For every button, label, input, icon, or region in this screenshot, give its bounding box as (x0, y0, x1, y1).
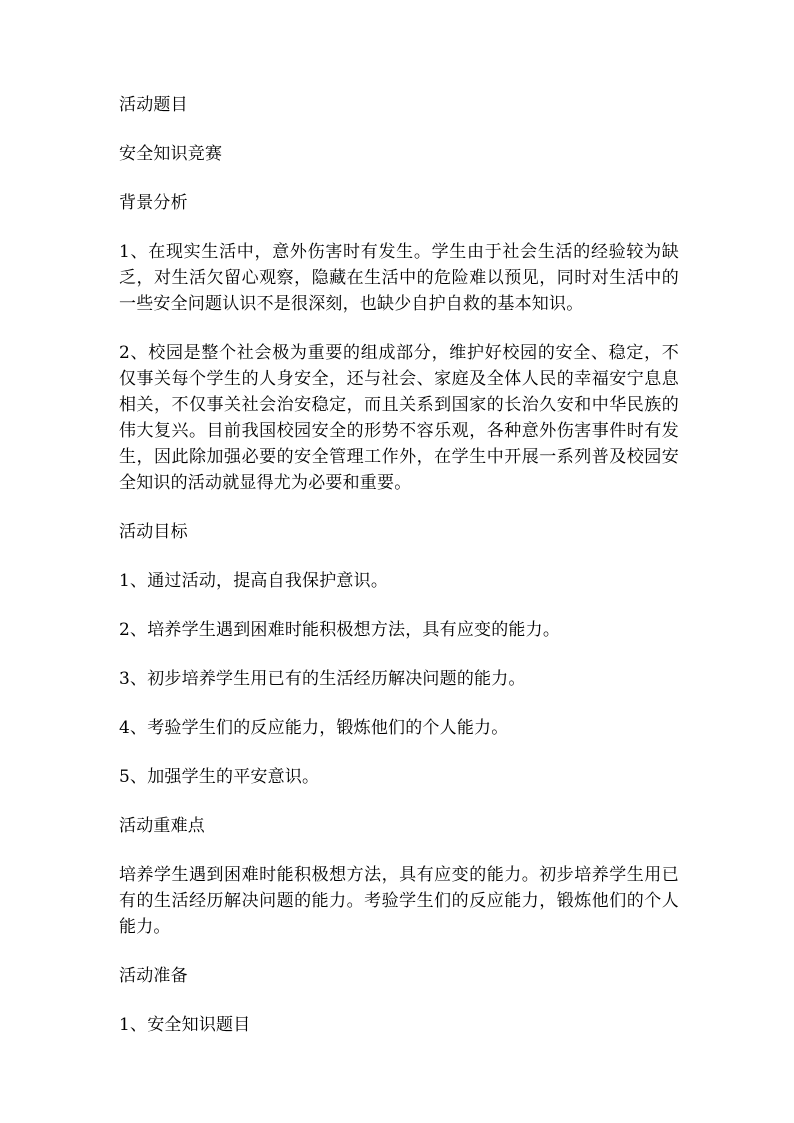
goal-item-5: 5、加强学生的平安意识。 (119, 767, 320, 787)
heading-goals: 活动目标 (119, 522, 188, 542)
background-paragraph-1: 1、在现实生活中，意外伤害时有发生。学生由于社会生活的经验较为缺乏，对生活欠留心观察，隐藏在生活中的危险难以预见，同时对生活中的一些安全问题认识不是很深刻，也缺少自护自救的基本知识。 (119, 242, 679, 314)
document-body (119, 92, 679, 1061)
preparation-item-1: 1、安全知识题目 (119, 1015, 251, 1035)
heading-background: 背景分析 (119, 193, 188, 213)
key-points-paragraph: 培养学生遇到困难时能积极想方法，具有应变的能力。初步培养学生用已有的生活经历解决问题的能力。考验学生们的反应能力，锻炼他们的个人能力。 (119, 865, 679, 937)
heading-activity-title: 活动题目 (119, 95, 188, 115)
heading-key-points: 活动重难点 (119, 816, 205, 836)
heading-preparation: 活动准备 (119, 966, 188, 986)
background-paragraph-2: 2、校园是整个社会极为重要的组成部分，维护好校园的安全、稳定，不仅事关每个学生的人身安全，还与社会、家庭及全体人民的幸福安宁息息相关，不仅事关社会治安稳定，而且关系到国家的长治久安和中华民族的伟大复兴。目前我国校园安全的形势不容乐观，各种意外伤害事件时有发生，因此除加强必要的安全管理工作外，在学生中开展一系列普及校园安全知识的活动就显得尤为必要和重要。 (119, 343, 679, 493)
goal-item-3: 3、初步培养学生用已有的生活经历解决问题的能力。 (119, 669, 526, 689)
activity-title-text: 安全知识竞赛 (119, 144, 223, 164)
goal-item-4: 4、考验学生们的反应能力，锻炼他们的个人能力。 (119, 718, 509, 738)
goal-item-1: 1、通过活动，提高自我保护意识。 (119, 571, 389, 591)
goal-item-2: 2、培养学生遇到困难时能积极想方法，具有应变的能力。 (119, 620, 561, 640)
